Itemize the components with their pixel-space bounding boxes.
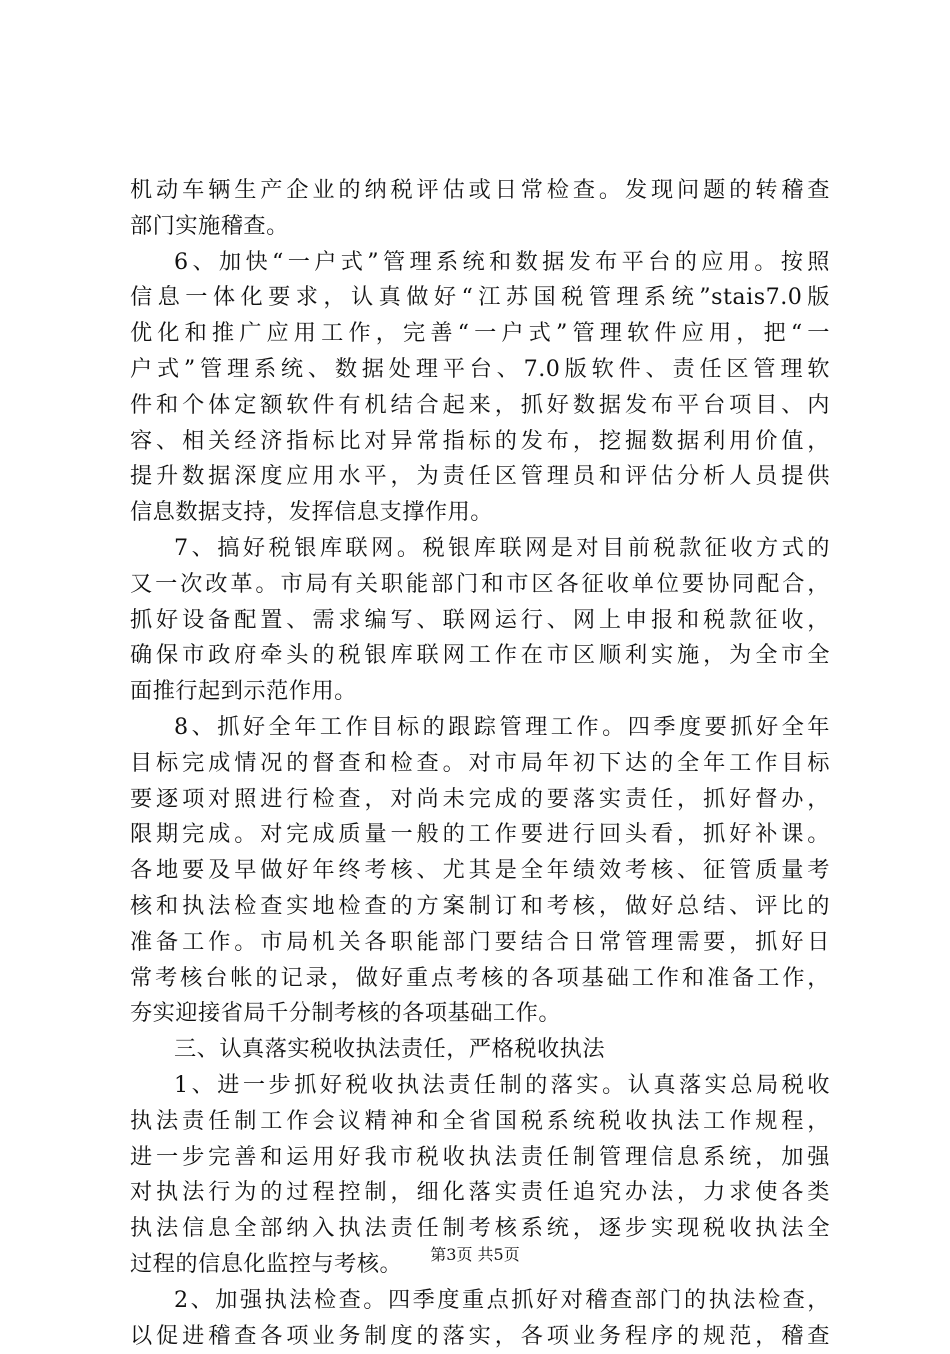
text-line: 以促进稽查各项业务制度的落实，各项业务程序的规范，稽查 [130, 1319, 830, 1354]
text-line: 进一步完善和运用好我市税收执法责任制管理信息系统，加强 [130, 1140, 830, 1176]
text-line: 核和执法检查实地检查的方案制订和考核，做好总结、评比的 [130, 889, 830, 925]
text-line: 确保市政府牵头的税银库联网工作在市区顺利实施，为全市全 [130, 638, 830, 674]
text-line: 容、相关经济指标比对异常指标的发布，挖掘数据利用价值， [130, 424, 830, 460]
document-body [130, 173, 830, 1354]
text-line: 1、进一步抓好税收执法责任制的落实。认真落实总局税收 [130, 1068, 830, 1104]
text-line: 机动车辆生产企业的纳税评估或日常检查。发现问题的转稽查 [130, 173, 830, 209]
text-line: 件和个体定额软件有机结合起来，抓好数据发布平台项目、内 [130, 388, 830, 424]
page-footer: 第3页 共5页 [0, 1245, 950, 1265]
text-line: 夯实迎接省局千分制考核的各项基础工作。 [130, 996, 830, 1032]
text-line: 对执法行为的过程控制，细化落实责任追究办法，力求使各类 [130, 1175, 830, 1211]
text-line: 准备工作。市局机关各职能部门要结合日常管理需要，抓好日 [130, 925, 830, 961]
text-line: 各地要及早做好年终考核、尤其是全年绩效考核、征管质量考 [130, 853, 830, 889]
text-line: 常考核台帐的记录，做好重点考核的各项基础工作和准备工作， [130, 961, 830, 997]
text-line: 又一次改革。市局有关职能部门和市区各征收单位要协同配合， [130, 567, 830, 603]
text-line: 8、抓好全年工作目标的跟踪管理工作。四季度要抓好全年 [130, 710, 830, 746]
text-line: 信息一体化要求，认真做好“江苏国税管理系统”stais7.0版 [130, 280, 830, 316]
text-line: 目标完成情况的督查和检查。对市局年初下达的全年工作目标 [130, 746, 830, 782]
text-line: 2、加强执法检查。四季度重点抓好对稽查部门的执法检查， [130, 1283, 830, 1319]
text-line: 抓好设备配置、需求编写、联网运行、网上申报和税款征收， [130, 603, 830, 639]
text-line: 提升数据深度应用水平，为责任区管理员和评估分析人员提供 [130, 459, 830, 495]
text-line: 执法责任制工作会议精神和全省国税系统税收执法工作规程， [130, 1104, 830, 1140]
text-line: 信息数据支持，发挥信息支撑作用。 [130, 495, 830, 531]
text-line: 三、认真落实税收执法责任，严格税收执法 [130, 1032, 830, 1068]
text-line: 部门实施稽查。 [130, 209, 830, 245]
text-line: 限期完成。对完成质量一般的工作要进行回头看，抓好补课。 [130, 817, 830, 853]
text-line: 面推行起到示范作用。 [130, 674, 830, 710]
text-line: 7、搞好税银库联网。税银库联网是对目前税款征收方式的 [130, 531, 830, 567]
text-line: 执法信息全部纳入执法责任制考核系统，逐步实现税收执法全 [130, 1211, 830, 1247]
text-line: 6、加快“一户式”管理系统和数据发布平台的应用。按照 [130, 245, 830, 281]
text-line: 户式”管理系统、数据处理平台、7.0版软件、责任区管理软 [130, 352, 830, 388]
text-line: 过程的信息化监控与考核。 [130, 1247, 830, 1283]
text-line: 优化和推广应用工作，完善“一户式”管理软件应用，把“一 [130, 316, 830, 352]
text-line: 要逐项对照进行检查，对尚未完成的要落实责任，抓好督办， [130, 782, 830, 818]
